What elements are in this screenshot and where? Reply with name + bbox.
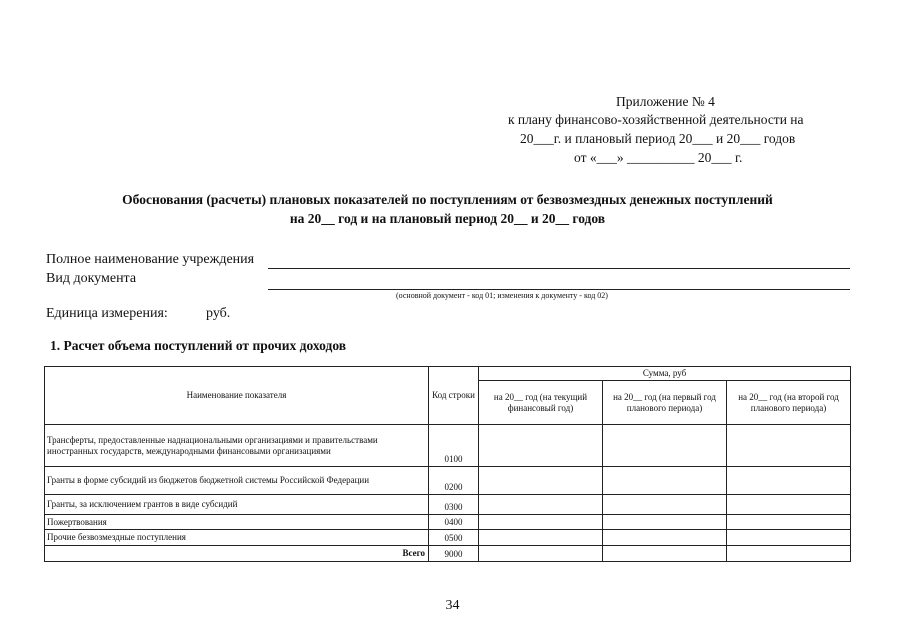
- cell-year-3[interactable]: [727, 515, 851, 530]
- cell-total-year-2[interactable]: [603, 546, 727, 562]
- row-name: Трансферты, предоставленные наднациональными организациями и правительствами иностранных государств, международными финансовыми организациями: [45, 425, 429, 467]
- table-row: [45, 515, 851, 530]
- table-row-total: [45, 546, 851, 562]
- row-code: 0400: [429, 515, 479, 530]
- section-heading: 1. Расчет объема поступлений от прочих доходов: [50, 338, 347, 353]
- appendix-line-period: 20___г. и плановый период 20___ и 20___ годов: [520, 131, 796, 146]
- row-code: 0100: [429, 425, 479, 467]
- row-code: 0500: [429, 530, 479, 546]
- cell-year-3[interactable]: [727, 495, 851, 515]
- appendix-line-plan: к плану финансово-хозяйственной деятельности на: [508, 112, 804, 127]
- unit-value: руб.: [206, 306, 231, 321]
- appendix-title: Приложение № 4: [616, 94, 715, 109]
- cell-total-year-3[interactable]: [727, 546, 851, 562]
- document-title-line1: Обоснования (расчеты) плановых показателей по поступлениям от безвозмездных денежных поступлений: [122, 192, 773, 207]
- institution-label: Полное наименование учреждения: [46, 252, 255, 267]
- revenue-table: [44, 366, 851, 562]
- cell-year-2[interactable]: [603, 425, 727, 467]
- table-row: [45, 495, 851, 515]
- cell-year-2[interactable]: [603, 467, 727, 495]
- cell-year-2[interactable]: [603, 515, 727, 530]
- doc-type-hint: (основной документ - код 01; изменения к документу - код 02): [396, 291, 608, 300]
- table-row: [45, 467, 851, 495]
- cell-total-year-1[interactable]: [479, 546, 603, 562]
- cell-year-3[interactable]: [727, 467, 851, 495]
- cell-year-1[interactable]: [479, 495, 603, 515]
- row-name: Гранты, за исключением грантов в виде субсидий: [45, 495, 429, 515]
- total-code: 9000: [429, 546, 479, 562]
- page-number: 34: [445, 598, 460, 613]
- header-year-2: на 20__ год (на первый год планового периода): [603, 381, 727, 425]
- row-name: Прочие безвозмездные поступления: [45, 530, 429, 546]
- document-title-line2: на 20__ год и на плановый период 20__ и 20__ годов: [289, 211, 606, 226]
- total-label: Всего: [45, 546, 429, 562]
- appendix-line-date: от «___» __________ 20___ г.: [574, 150, 743, 165]
- cell-year-1[interactable]: [479, 530, 603, 546]
- header-row-code: Код строки: [429, 367, 479, 425]
- header-indicator-name: Наименование показателя: [45, 367, 429, 425]
- header-year-1: на 20__ год (на текущий финансовый год): [479, 381, 603, 425]
- row-code: 0200: [429, 467, 479, 495]
- cell-year-1[interactable]: [479, 467, 603, 495]
- row-name: Гранты в форме субсидий из бюджетов бюджетной системы Российской Федерации: [45, 467, 429, 495]
- cell-year-1[interactable]: [479, 515, 603, 530]
- doc-type-field-line[interactable]: [268, 289, 850, 290]
- doc-type-label: Вид документа: [46, 271, 137, 286]
- cell-year-3[interactable]: [727, 530, 851, 546]
- table-row: [45, 425, 851, 467]
- unit-label: Единица измерения:: [46, 306, 168, 321]
- header-year-3: на 20__ год (на второй год планового периода): [727, 381, 851, 425]
- row-name: Пожертвования: [45, 515, 429, 530]
- cell-year-2[interactable]: [603, 495, 727, 515]
- institution-field-line[interactable]: [268, 268, 850, 269]
- cell-year-1[interactable]: [479, 425, 603, 467]
- header-sum: Сумма, руб: [479, 367, 851, 381]
- table-row: [45, 530, 851, 546]
- row-code: 0300: [429, 495, 479, 515]
- cell-year-2[interactable]: [603, 530, 727, 546]
- cell-year-3[interactable]: [727, 425, 851, 467]
